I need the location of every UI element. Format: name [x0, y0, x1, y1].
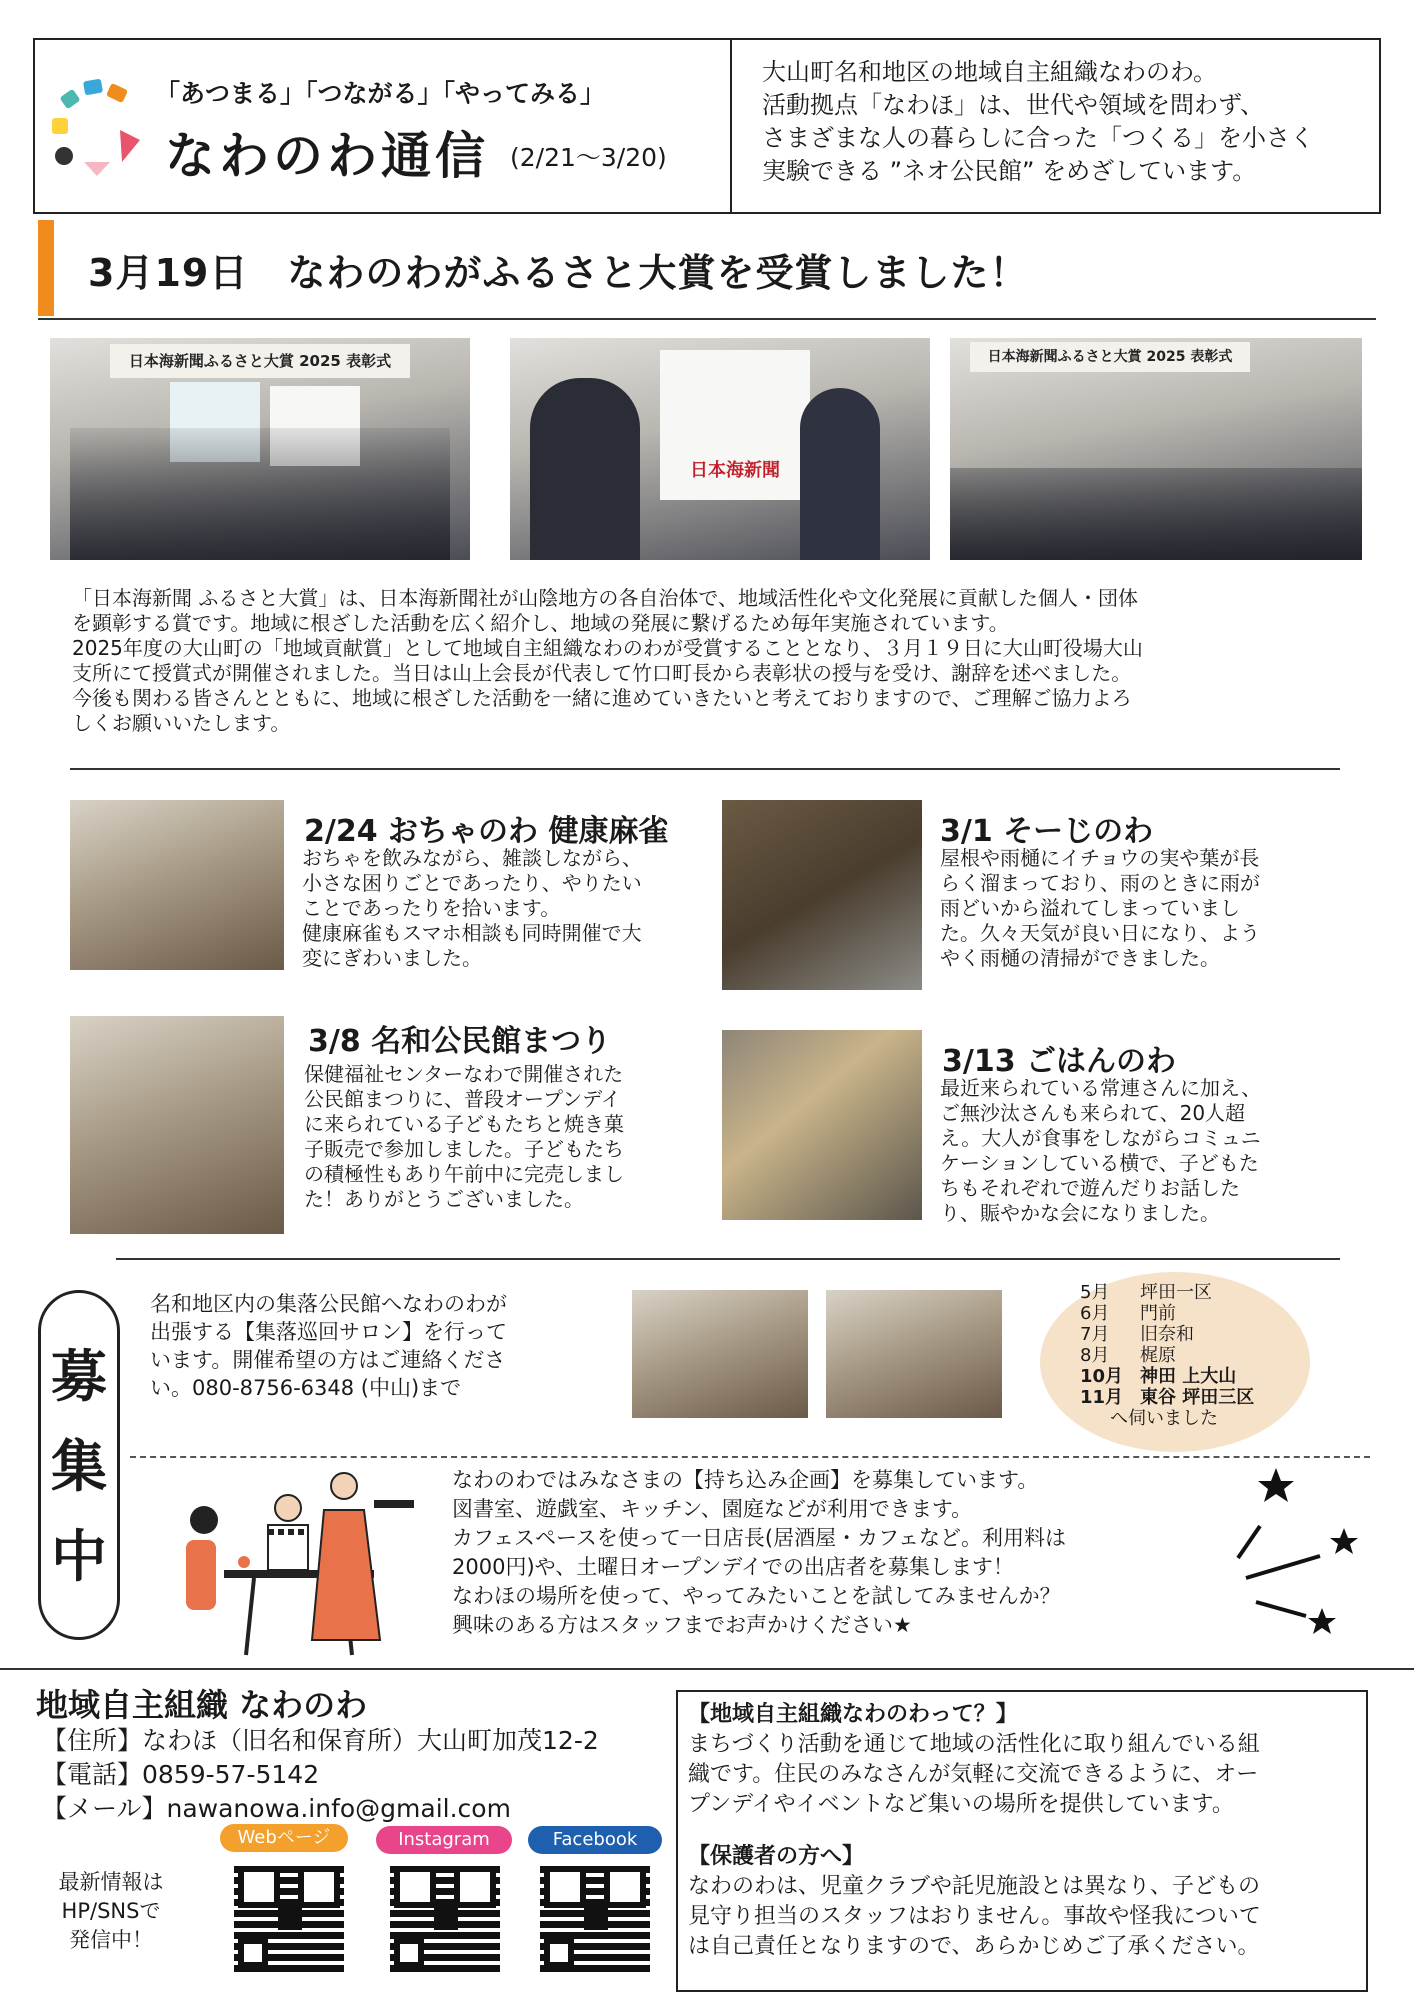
- event-title: 2/24 おちゃのわ 健康麻雀: [304, 814, 669, 849]
- address: 【住所】なわほ（旧名和保育所）大山町加茂12-2: [42, 1726, 599, 1755]
- instagram-qr-code-icon[interactable]: [390, 1862, 500, 1972]
- schedule-row: 5月 坪田一区: [1080, 1282, 1212, 1303]
- salon-schedule: [1080, 1282, 1254, 1429]
- award-photo-ceremony: [950, 338, 1362, 560]
- web-qr-code-icon[interactable]: [234, 1862, 344, 1972]
- newsletter-period: (2/21〜3/20): [510, 143, 667, 172]
- facebook-qr-code-icon[interactable]: [540, 1862, 650, 1972]
- sparkle-stars-icon: [1236, 1466, 1366, 1646]
- event-body: おちゃを飲みながら、雑談しながら、 小さな困りごとであったり、やりたい ことであったりを拾います。 健康麻雀もスマホ相談も同時開催で大 変にぎわいました。: [302, 846, 642, 970]
- event-photo-meal: [722, 1030, 922, 1220]
- section-rule: [70, 768, 1340, 770]
- email[interactable]: 【メール】nawanowa.info@gmail.com: [42, 1794, 511, 1823]
- phone: 【電話】0859-57-5142: [42, 1760, 320, 1789]
- schedule-row: 6月 門前: [1080, 1303, 1176, 1324]
- cafe-illustration-icon: [184, 1470, 434, 1660]
- event-title: 3/1 そーじのわ: [940, 814, 1154, 849]
- intro-line: 活動拠点「なわほ」は、世代や領域を問わず、: [762, 91, 1265, 119]
- salon-description: 名和地区内の集落公民館へなわのわが 出張する【集落巡回サロン】を行って います。開催希望の方はご連絡くださ い。080-8756-6348 (中山)まで: [150, 1292, 507, 1400]
- newspaper-name: 日本海新聞: [690, 460, 780, 481]
- intro-line: さまざまな人の暮らしに合った「つくる」を小さく: [762, 124, 1314, 152]
- recruit-divider: [130, 1456, 1370, 1458]
- ceremony-sign: 日本海新聞ふるさと大賞 2025 表彰式: [970, 342, 1250, 372]
- event-body: 最近来られている常連さんに加え、 ご無沙汰さんも来られて、20人超 え。大人が食事をしながらコミュニ ケーションしている横で、子どもた ちもそれぞれで遊んだりお話した り、賑やかな会になりました。: [940, 1076, 1262, 1225]
- about-text: 【地域自主組織なわのわって？】 まちづくり活動を通じて地域の活性化に取り組んでいる組 織です。住民のみなさんが気軽に交流できるように、オー プンデイやイベントなど集いの場所を提供しています。 【保護者の方へ】 なわのわは、児童クラブや託児施設とは異なり、子どもの 見守り担当のスタッフはおりません。事故や怪我について は自己責任となりますので、あらかじめご了承ください。: [688, 1700, 1360, 1962]
- award-description: 「日本海新聞 ふるさと大賞」は、日本海新聞社が山陰地方の各自治体で、地域活性化や文化発展に貢献した個人・団体 を顕彰する賞です。地域に根ざした活動を広く紹介し、地域の発展に繋げるため毎年実施されています。 2025年度の大山町の「地域貢献賞」として地域自主組織なわのわが受賞することとなり、３月１９日に大山町役場大山 支所にて授賞式が開催されました。当日は山上会長が代表して竹口町長から表彰状の授与を受け、謝辞を述べました。 今後も関わる皆さんとともに、地域に根ざした活動を一緒に進めていきたいと考えておりますので、ご理解ご協力よろ しくお願いいたします。: [72, 586, 1143, 735]
- web-page-link[interactable]: Webページ: [220, 1824, 348, 1852]
- header-intro: [762, 56, 1362, 188]
- event-title: 3/13 ごはんのわ: [942, 1044, 1177, 1079]
- bring-in-description: なわのわではみなさまの【持ち込み企画】を募集しています。 図書室、遊戯室、キッチン、園庭などが利用できます。 カフェスペースを使って一日店長(居酒屋・カフェなど。利用料は 2000円)や、土曜日オープンデイでの出店者を募集します！ なわほの場所を使って、やってみたいことを試してみませんか？ 興味のある方はスタッフまでお声かけください★: [452, 1468, 1067, 1637]
- event-title: 3/8 名和公民館まつり: [308, 1024, 612, 1059]
- header-divider: [730, 38, 732, 214]
- tagline: 「あつまる」「つながる」「やってみる」: [155, 79, 606, 108]
- salon-photo-1: [632, 1290, 808, 1418]
- headline-rule: [38, 318, 1376, 320]
- about-heading: 【地域自主組織なわのわって？】: [688, 1702, 1018, 1727]
- section-rule: [116, 1258, 1340, 1260]
- salon-photo-2: [826, 1290, 1002, 1418]
- intro-line: 大山町名和地区の地域自主組織なわのわ。: [762, 58, 1218, 86]
- newsletter-title: なわのわ通信: [165, 127, 489, 185]
- nawanowa-logo-icon: [50, 78, 150, 178]
- event-body: 屋根や雨樋にイチョウの実や葉が長 らく溜まっており、雨のときに雨が 雨どいから溢れてしまっていまし た。久々天気が良い日になり、よう やく雨樋の清掃ができました。: [940, 846, 1260, 970]
- intro-line: 実験できる ”ネオ公民館” をめざしています。: [762, 157, 1257, 185]
- event-photo-gutter: [722, 800, 922, 990]
- ceremony-sign: 日本海新聞ふるさと大賞 2025 表彰式: [110, 344, 410, 378]
- schedule-row: 11月 東谷 坪田三区: [1080, 1387, 1255, 1408]
- schedule-footer: へ伺いました: [1110, 1408, 1218, 1429]
- latest-info-note: 最新情報は HP/SNSで 発信中！: [58, 1870, 164, 1952]
- award-photo-group: [50, 338, 470, 560]
- award-photo-presentation: [510, 338, 930, 560]
- schedule-row: 7月 旧奈和: [1080, 1324, 1194, 1345]
- event-photo-festival: [70, 1016, 284, 1234]
- event-body: 保健福祉センターなわで開催された 公民館まつりに、普段オープンデイ に来られている子どもたちと焼き菓 子販売で参加しました。子どもたち の積極性もあり午前中に完売しまし た！ありがとうございました。: [304, 1062, 624, 1211]
- facebook-link[interactable]: Facebook: [528, 1826, 662, 1854]
- contact-info: [42, 1724, 599, 1826]
- event-photo-mahjong: [70, 800, 284, 970]
- instagram-link[interactable]: Instagram: [376, 1826, 512, 1854]
- headline-accent-bar: [38, 220, 54, 316]
- org-name: 地域自主組織 なわのわ: [36, 1686, 368, 1724]
- guardian-heading: 【保護者の方へ】: [688, 1844, 865, 1869]
- recruit-label: 募 集 中: [38, 1290, 120, 1640]
- schedule-row: 10月 神田 上大山: [1080, 1366, 1237, 1387]
- footer-rule: [0, 1668, 1414, 1670]
- schedule-row: 8月 梶原: [1080, 1345, 1176, 1366]
- headline: 3月19日 なわのわがふるさと大賞を受賞しました！: [88, 251, 1029, 295]
